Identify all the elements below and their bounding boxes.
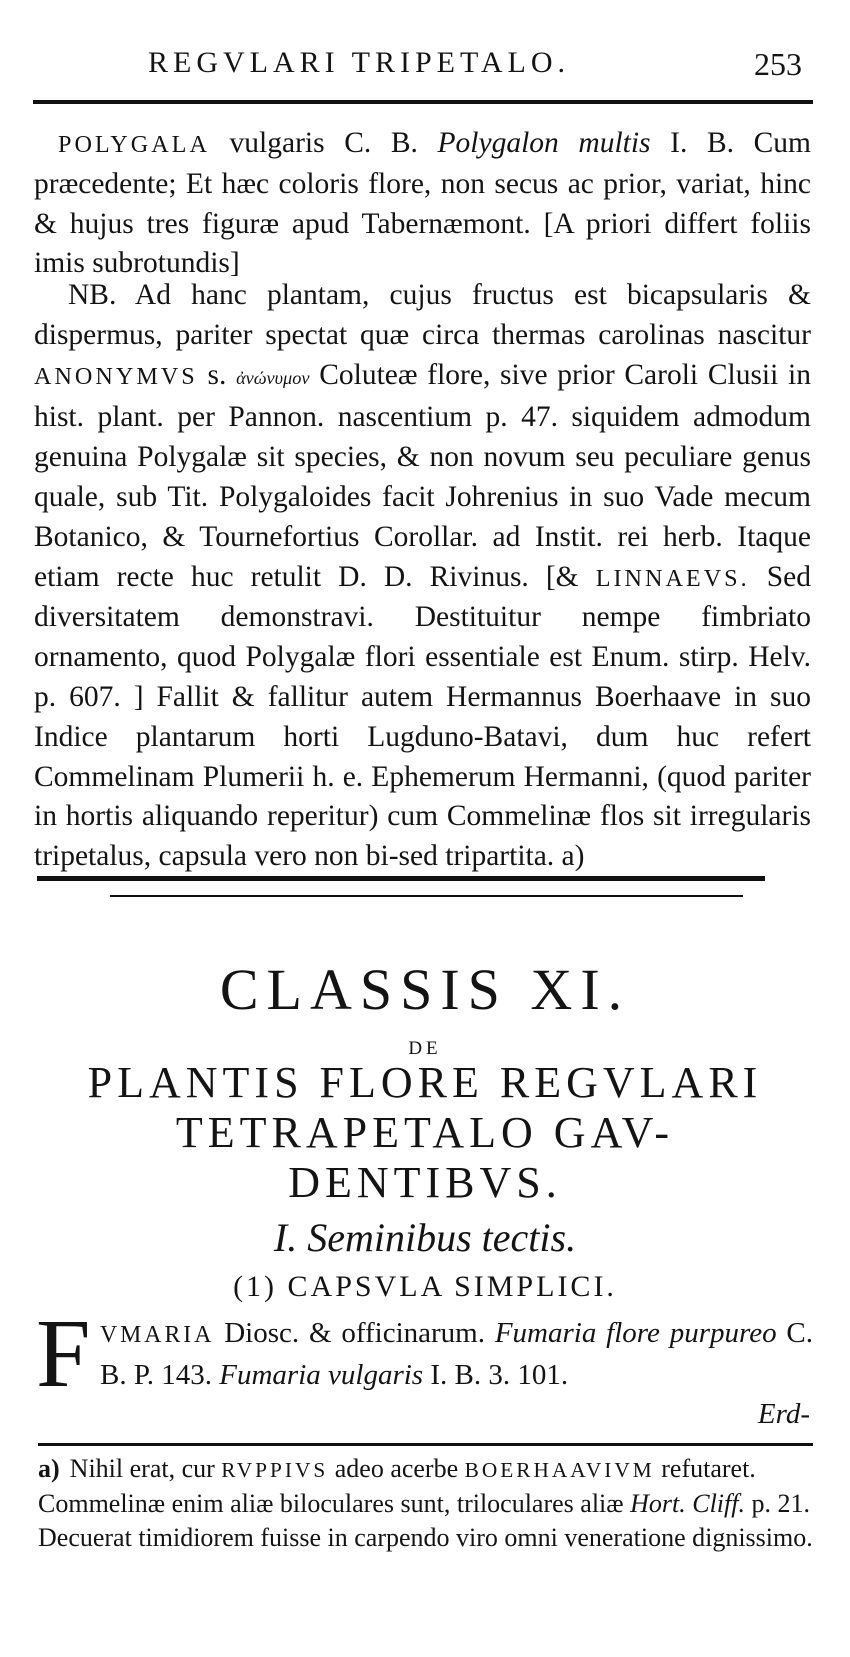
text: adeo acerbe (328, 1454, 465, 1483)
text: I. B. Cum præcedente; Et hæc coloris flore, non secus ac prior, variat, hinc & hujus tres figuræ apud Tabernæmont. [A priori differt foliis imis subrotundis] (34, 127, 811, 280)
paragraph-nb (34, 276, 811, 877)
footnote-rule (38, 1443, 813, 1446)
text: C. B. P. 143. (100, 1317, 814, 1391)
text: p. 21. Decuerat timidiorem fuisse in carpendo viro omni veneratione dignissimo. (38, 1489, 813, 1552)
text: Nihil erat, cur (69, 1454, 222, 1483)
text: NB. Ad hanc plantam, cujus fructus est bicapsularis & dispermus, pariter spectat quæ circa thermas carolinas nascitur (34, 279, 811, 351)
author-name: ANONYMVS (34, 362, 198, 390)
paragraph-fumaria (100, 1313, 813, 1395)
text: s. (197, 358, 237, 391)
class-heading-line: DENTIBVS. (288, 1158, 562, 1207)
class-heading-line: PLANTIS FLORE REGVLARI (87, 1058, 763, 1107)
header-rule (33, 100, 813, 104)
plant-name: VMARIA (100, 1322, 215, 1348)
author-name: LINNAEVS. (595, 564, 750, 592)
class-heading (30, 1058, 820, 1208)
class-heading-line: TETRAPETALO GAV- (175, 1108, 675, 1157)
section-rule-thin (110, 895, 743, 897)
plant-name: POLYGALA (58, 131, 210, 158)
subsection-title: (1) CAPSVLA SIMPLICI. (233, 1270, 617, 1303)
class-de: DE (408, 1038, 442, 1059)
section-title: I. Seminibus tectis. (273, 1215, 577, 1260)
greek-word: ἀνώνυμον (236, 367, 310, 388)
running-title: REGVLARI TRIPETALO. (148, 46, 571, 79)
footnote-mark: a) (38, 1454, 60, 1483)
text: Diosc. & officinarum. (214, 1317, 495, 1349)
text: I. B. 3. 101. (423, 1359, 569, 1391)
text: Sed diversitatem demonstravi. Destituitur nempe fimbriato ornamento, quod Polygalæ flori essentiale est Enum. stirp. Helv. p. 607. ] Fallit & fallitur autem Hermannus Boerhaave in suo Indice plantarum horti Lugduno-Batavi, dum huc refert Commelinam Plumerii h. e. Ephemerum Hermanni, (quod pariter in hortis aliquando reperitur) cum Commelinæ flos sit irregularis tripetalus, capsula vero non bi-sed tripartita. a) (34, 560, 812, 873)
section-rule-thick (37, 876, 765, 881)
italic-text: Fumaria vulgaris (219, 1359, 424, 1391)
italic-text: Hort. Cliff. (630, 1489, 745, 1518)
catchword: Erd- (757, 1398, 810, 1430)
text: Coluteæ flore, sive prior Caroli Clusii in hist. plant. per Pannon. nascentium p. 47. siquidem admodum genuina Polygalæ sit species, & non novum seu peculiare genus quale, sub Tit. Polygaloides facit Johrenius in suo Vade mecum Botanico, & Tournefortius Corollar. ad Instit. rei herb. Itaque etiam recte huc retulit D. D. Rivinus. [& (34, 358, 811, 593)
text: vulgaris C. B. (209, 127, 438, 159)
drop-cap: F (36, 1300, 91, 1408)
page-number: 253 (754, 46, 802, 82)
text: refutaret. Commelinæ enim aliæ biloculares sunt, triloculares aliæ (38, 1454, 756, 1518)
italic-text: Fumaria flore purpureo (494, 1317, 777, 1349)
paragraph-polygala (34, 124, 811, 284)
class-title: CLASSIS XI. (219, 957, 631, 1022)
author-name: RVPPIVS (221, 1458, 329, 1482)
italic-text: Polygalon multis (437, 127, 651, 159)
author-name: BOERHAAVIVM (464, 1458, 655, 1482)
footnote (38, 1452, 813, 1555)
